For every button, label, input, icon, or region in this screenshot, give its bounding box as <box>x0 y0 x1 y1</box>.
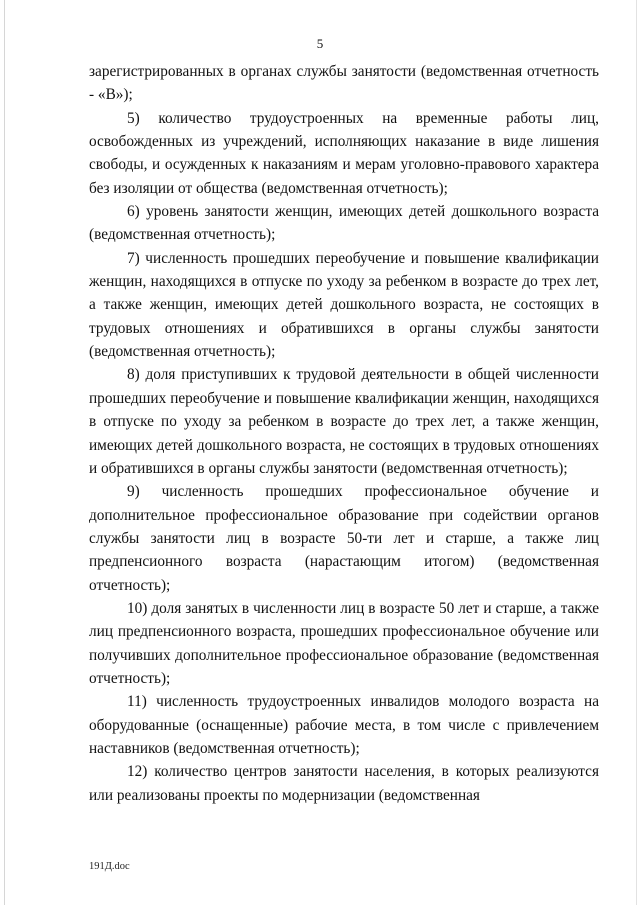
paragraph-item-5: 5) количество трудоустроенных на временные работы лиц, освобожденных из учреждений, исполняющих наказание в виде лишения свободы, и осужденных к наказаниям и мерам уголовно-правового характера без изоляции от общества (ведомственная отчетность); <box>89 109 599 197</box>
paragraph-continuation: зарегистрированных в органах службы занятости (ведомственная отчетность - «В»); <box>89 63 599 104</box>
paragraph-item-10: 10) доля занятых в численности лиц в возрасте 50 лет и старше, а также лиц предпенсионного возраста, прошедших профессиональное обучение или получивших дополнительное профессиональное образование (ведомственная отчетность); <box>89 599 599 687</box>
paragraph-item-9: 9) численность прошедших профессиональное обучение и дополнительное профессиональное образование при содействии органов службы занятости лиц в возрасте 50-ти лет и старше, а также лиц предпенсионного возраста (нарастающим итогом) (ведомственная отчетность); <box>89 483 599 594</box>
paragraph-item-6: 6) уровень занятости женщин, имеющих детей дошкольного возраста (ведомственная отчетность); <box>89 203 599 244</box>
paragraph-item-12: 12) количество центров занятости населения, в которых реализуются или реализованы проекты по модернизации (ведомственная <box>89 763 599 804</box>
paragraph-item-8: 8) доля приступивших к трудовой деятельности в общей численности прошедших переобучение и повышение квалификации женщин, находящихся в отпуске по уходу за ребенком в возрасте до трех лет, а также женщин, имеющих детей дошкольного возраста, не состоящих в трудовых отношениях и обратившихся в органы службы занятости (ведомственная отчетность); <box>89 366 599 477</box>
document-body <box>89 60 599 807</box>
page-number: 5 <box>316 36 324 51</box>
paragraph-item-11: 11) численность трудоустроенных инвалидов молодого возраста на оборудованные (оснащенные) рабочие места, в том числе с привлечением наставников (ведомственная отчетность); <box>89 693 599 757</box>
page-edge-right <box>636 0 637 905</box>
footer-filename: 191Д.doc <box>89 861 130 872</box>
paragraph-item-7: 7) численность прошедших переобучение и повышение квалификации женщин, находящихся в отпуске по уходу за ребенком в возрасте до трех лет, а также женщин, имеющих детей дошкольного возраста, не состоящих в трудовых отношениях и обратившихся в органы службы занятости (ведомственная отчетность); <box>89 249 599 361</box>
page-edge-left <box>4 0 5 905</box>
